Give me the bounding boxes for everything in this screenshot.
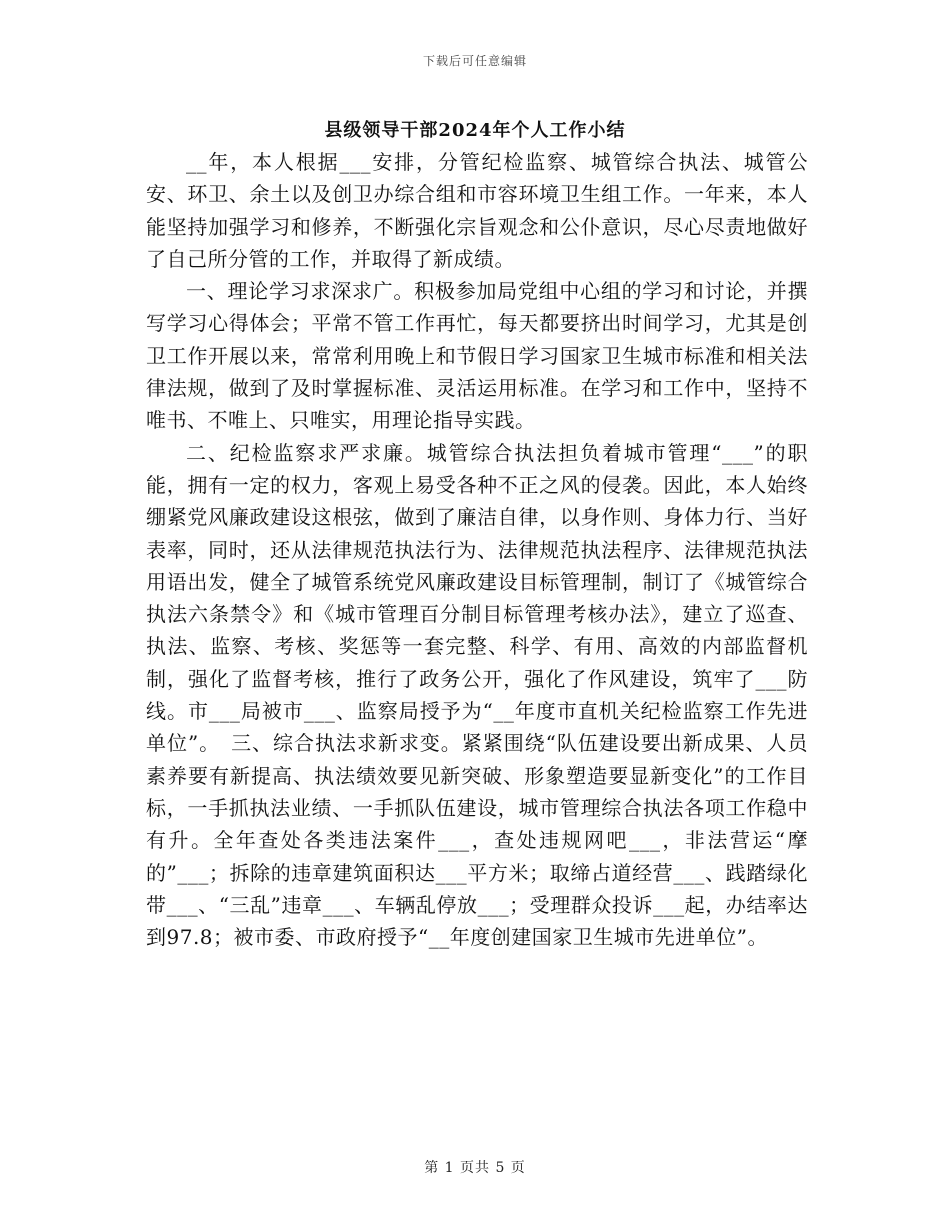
document-title: 县级领导干部2024年个人工作小结 [324,120,626,141]
paragraph-discipline-inspection: 二、纪检监察求严求廉。城管综合执法担负着城市管理“___”的职能，拥有一定的权力，客观上易受各种不正之风的侵袭。因此，本人始终绷紧党风廉政建设这根弦，做到了廉洁自律，以身作则、身体力行、当好表率，同时，还从法律规范执法行为、法律规范执法程序、法律规范执法用语出发，健全了城管系统党风廉政建设目标管理制，制订了《城管综合执法六条禁令》和《城市管理百分制目标管理考核办法》，建立了巡查、执法、监察、考核、奖惩等一套完整、科学、有用、高效的内部监督机制，强化了监督考核，推行了政务公开，强化了作风建设，筑牢了___防线。市___局被市___、监察局授予为“__年度市直机关纪检监察工作先进单位”。 三、综合执法求新求变。紧紧围绕“队伍建设要出新成果、人员素养要有新提高、执法绩效要见新突破、形象塑造要显新变化”的工作目标，一手抓执法业绩、一手抓队伍建设，城市管理综合执法各项工作稳中有升。全年查处各类违法案件___，查处违规网吧___，非法营运“摩的”___；拆除的违章建筑面积达___平方米；取缔占道经营___、践踏绿化带___、“三乱”违章___、车辆乱停放___；受理群众投诉___起，办结率达到97.8；被市委、市政府授予“__年度创建国家卫生城市先进单位”。 [146,440,808,950]
paragraph-theory-study: 一、理论学习求深求广。积极参加局党组中心组的学习和讨论，并撰写学习心得体会；平常不管工作再忙，每天都要挤出时间学习，尤其是创卫工作开展以来，常常利用晚上和节假日学习国家卫生城市标准和相关法律法规，做到了及时掌握标准、灵活运用标准。在学习和工作中，坚持不唯书、不唯上、只唯实，用理论指导实践。 [146,279,808,433]
page-number: 第 1 页共 5 页 [424,1160,526,1176]
paragraph-intro: __年，本人根据___安排，分管纪检监察、城管综合执法、城管公安、环卫、余土以及创卫办综合组和市容环境卫生组工作。一年来，本人能坚持加强学习和修养，不断强化宗旨观念和公仆意识，尽心尽责地做好了自己所分管的工作，并取得了新成绩。 [146,150,808,271]
page-header-note: 下载后可任意编辑 [422,54,527,68]
document-body [146,146,808,953]
